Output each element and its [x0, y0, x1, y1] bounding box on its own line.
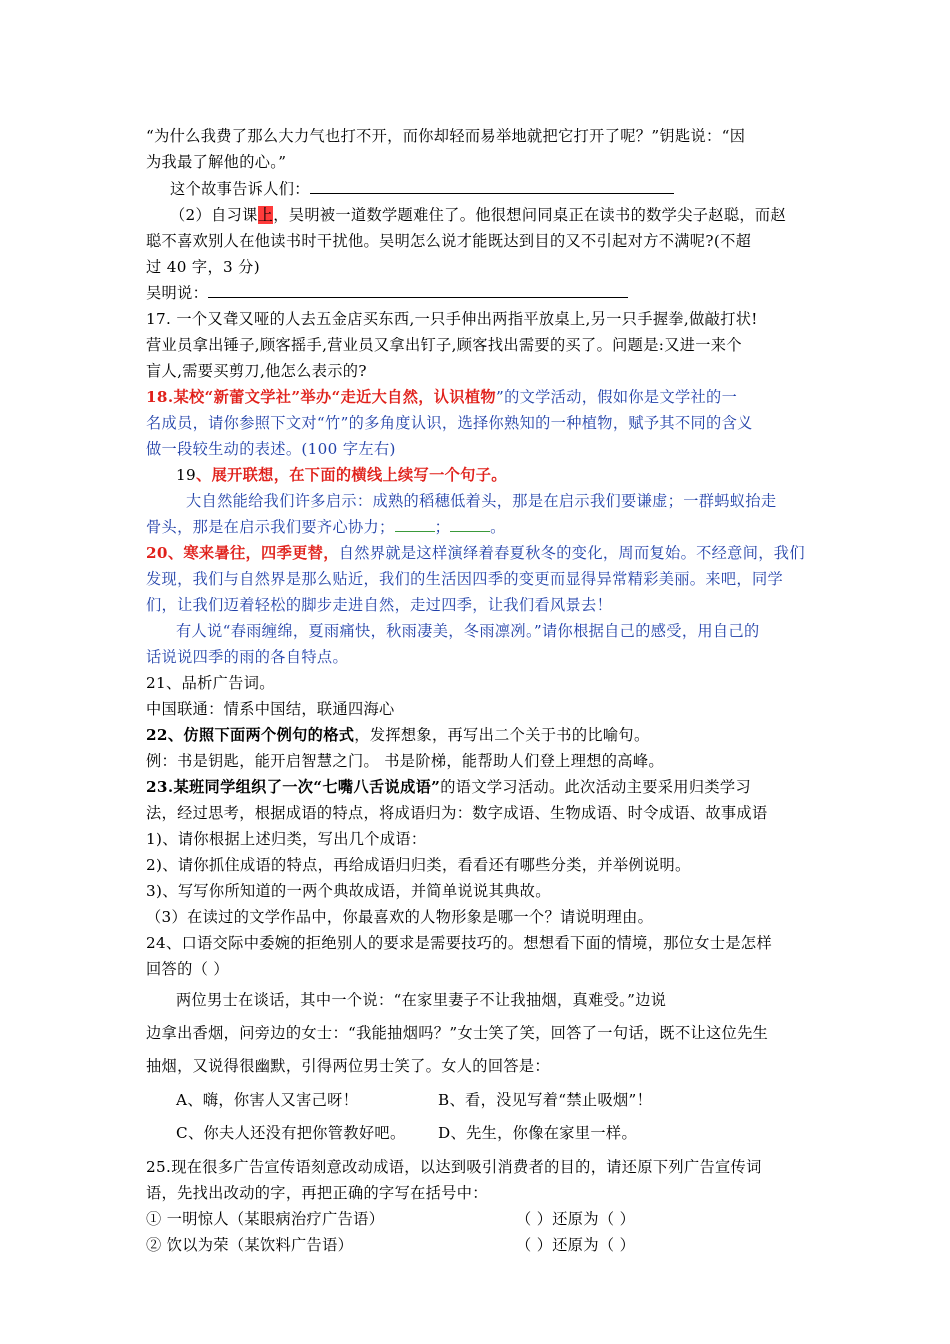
q19-number: 19: [176, 466, 197, 484]
q2-text-a: （2）自习课: [170, 206, 258, 224]
q23-text: 的语文学习活动。此次活动主要采用归类学习: [440, 778, 751, 796]
q23-line-1: [146, 775, 816, 799]
q23-line-3: 1)、请你根据上述归类，写出几个成语：: [146, 830, 427, 848]
q22-line-1: [146, 723, 816, 747]
story-lesson-label: 这个故事告诉人们：: [170, 180, 310, 198]
q24-option-d[interactable]: D、先生，你像在家里一样。: [438, 1124, 637, 1142]
answer-blank-wuming[interactable]: [208, 282, 628, 298]
q2-text-b: ，吴明被一道数学题难住了。他很想问同桌正在读书的数学尖子赵聪，而赵: [273, 206, 786, 224]
q18-line-2: 名成员，请你参照下文对“竹”的多角度认识，选择你熟知的一种植物，赋予其不同的含义: [146, 414, 753, 432]
story-line-2: 为我最了解他的心。”: [146, 153, 287, 171]
wuming-label: 吴明说：: [146, 284, 209, 302]
q18-text: ”的文学活动，假如你是文学社的一: [495, 388, 738, 406]
q24-options-ab: [176, 1088, 846, 1112]
q19-line-3: [146, 515, 816, 539]
q24-option-a[interactable]: A、嗨，你害人又害己呀！: [176, 1091, 359, 1109]
q2-line-1: [170, 203, 840, 227]
q19-blank-2[interactable]: [450, 516, 490, 532]
q20-line-5: 话说说四季的雨的各自特点。: [146, 648, 348, 666]
q19-period: 。: [490, 518, 506, 536]
q24-options-cd: [176, 1121, 846, 1145]
q25-item-1-blanks[interactable]: （ ）还原为（ ）: [516, 1210, 636, 1228]
q22-title: 22、仿照下面两个例句的格式: [146, 726, 355, 744]
q25-item-2: [146, 1233, 816, 1257]
q25-line-1: 25.现在很多广告宣传语刻意改动成语，以达到吸引消费者的目的，请还原下列广告宣传词: [146, 1158, 762, 1176]
q25-item-2-text: ② 饮以为荣（某饮料广告语）: [146, 1236, 354, 1254]
q25-item-1: [146, 1207, 816, 1231]
q18-line-3: 做一段较生动的表述。(100 字左右): [146, 440, 396, 458]
q19-text: 骨头，那是在启示我们要齐心协力；: [146, 518, 395, 536]
q20-line-3: 们，让我们迈着轻松的脚步走进自然，走过四季，让我们看风景去！: [146, 596, 613, 614]
q24-line-2: 回答的（ ）: [146, 960, 229, 978]
q19-title: [176, 463, 846, 487]
q20-line-4: 有人说“春雨缠绵，夏雨痛快，秋雨凄美，冬雨凛冽。”请你根据自己的感受，用自己的: [176, 622, 760, 640]
answer-blank-lesson[interactable]: [310, 178, 674, 194]
q25-item-2-blanks[interactable]: （ ）还原为（ ）: [516, 1236, 636, 1254]
wuming-prompt: [146, 281, 816, 305]
story-lesson-prompt: [170, 177, 840, 201]
q2-line-3: 过 40 字，3 分): [146, 258, 260, 276]
q22-text: ，发挥想象，再写出二个关于书的比喻句。: [354, 726, 650, 744]
q19-blank-1[interactable]: [395, 516, 435, 532]
q19-instruction: 、展开联想，在下面的横线上续写一个句子。: [196, 466, 507, 484]
q18-title: 18.某校“新蕾文学社”举办“走近大自然，认识植物: [146, 388, 496, 406]
q17-line-1: 17. 一个又聋又哑的人去五金店买东西,一只手伸出两指平放桌上,另一只手握拳,做敲打状!: [146, 310, 758, 328]
story-line-1: “为什么我费了那么大力气也打不开，而你却轻而易举地就把它打开了呢？”钥匙说：“因: [146, 127, 746, 145]
q19-semicolon: ；: [434, 518, 451, 536]
q20-title: 20、寒来暑往，四季更替，: [146, 544, 339, 562]
q20-line-2: 发现，我们与自然界是那么贴近，我们的生活因四季的变更而显得异常精彩美丽。来吧，同学: [146, 570, 784, 588]
q24-option-b[interactable]: B、看，没见写着“禁止吸烟”！: [438, 1091, 653, 1109]
q23-line-6: （3）在读过的文学作品中，你最喜欢的人物形象是哪一个？请说明理由。: [146, 908, 654, 926]
q17-line-3: 盲人,需要买剪刀,他怎么表示的?: [146, 362, 367, 380]
q2-highlight: 上: [257, 206, 274, 224]
q23-line-5: 3)、写写你所知道的一两个典故成语，并简单说说其典故。: [146, 882, 551, 900]
q20-line-1: [146, 541, 816, 565]
q24-option-c[interactable]: C、你夫人还没有把你管教好吧。: [176, 1124, 406, 1142]
q24-line-3: 两位男士在谈话，其中一个说：“在家里妻子不让我抽烟，真难受。”边说: [176, 991, 667, 1009]
q23-title: 23.某班同学组织了一次“七嘴八舌说成语”: [146, 778, 441, 796]
q20-text: 自然界就是这样演绎着春夏秋冬的变化，周而复始。不经意间，我们: [338, 544, 805, 562]
q24-line-1: 24、口语交际中委婉的拒绝别人的要求是需要技巧的。想想看下面的情境，那位女士是怎样: [146, 934, 772, 952]
q17-line-2: 营业员拿出锤子,顾客摇手,营业员又拿出钉子,顾客找出需要的买了。问题是:又进一来个: [146, 336, 742, 354]
q18-line-1: [146, 385, 816, 409]
q21-line-2: 中国联通：情系中国结，联通四海心: [146, 700, 395, 718]
q19-line-2: 大自然能给我们许多启示：成熟的稻穗低着头，那是在启示我们要谦虚；一群蚂蚁抬走: [186, 492, 777, 510]
q25-line-2: 语，先找出改动的字，再把正确的字写在括号中：: [146, 1184, 488, 1202]
q24-line-4: 边拿出香烟，问旁边的女士：“我能抽烟吗？”女士笑了笑，回答了一句话，既不让这位先生: [146, 1024, 769, 1042]
q23-line-4: 2)、请你抓住成语的特点，再给成语归归类，看看还有哪些分类，并举例说明。: [146, 856, 691, 874]
q21-line-1: 21、品析广告词。: [146, 674, 275, 692]
q24-line-5: 抽烟，又说得很幽默，引得两位男士笑了。女人的回答是：: [146, 1057, 550, 1075]
q23-line-2: 法，经过思考，根据成语的特点，将成语归为：数字成语、生物成语、时令成语、故事成语: [146, 804, 768, 822]
q25-item-1-text: ① 一明惊人（某眼病治疗广告语）: [146, 1210, 385, 1228]
q2-line-2: 聪不喜欢别人在他读书时干扰他。吴明怎么说才能既达到目的又不引起对方不满呢?(不超: [146, 232, 752, 250]
q22-line-2: 例：书是钥匙，能开启智慧之门。 书是阶梯，能帮助人们登上理想的高峰。: [146, 752, 664, 770]
